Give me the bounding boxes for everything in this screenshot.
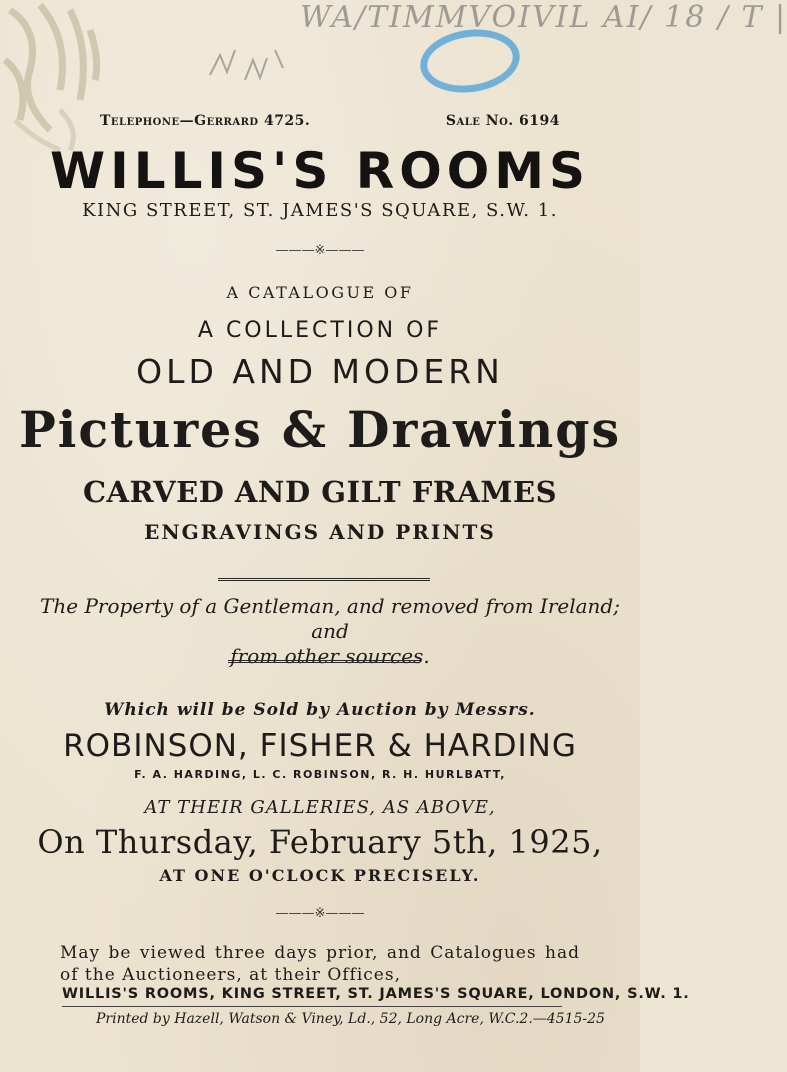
divider-rule xyxy=(228,660,420,663)
handwritten-annotation: WA/TIMMVOIVIL AI/ 18 / T | xyxy=(300,0,787,35)
office-address: WILLIS'S ROOMS, KING STREET, ST. JAMES'S SQUARE, LONDON, S.W. 1. xyxy=(62,986,690,1002)
auction-intro: Which will be Sold by Auction by Messrs. xyxy=(104,700,536,720)
sale-time: AT ONE O'CLOCK PRECISELY. xyxy=(159,866,481,885)
printer-credit: Printed by Hazell, Watson & Viney, Ld., 52, Long Acre, W.C.2.—4515-25 xyxy=(96,1011,605,1027)
ornament-divider: ———※——— xyxy=(275,906,365,921)
old-modern-heading: OLD AND MODERN xyxy=(136,352,504,391)
sale-number: Sale No. 6194 xyxy=(445,113,560,129)
galleries-line: AT THEIR GALLERIES, AS ABOVE, xyxy=(144,797,496,818)
telephone-number: Telephone—Gerrard 4725. xyxy=(100,113,311,129)
pictures-drawings-heading: Pictures & Drawings xyxy=(18,400,622,459)
ornament-divider: ———※——— xyxy=(275,243,365,258)
catalogue-heading: A CATALOGUE OF xyxy=(226,283,414,302)
frames-heading: CARVED AND GILT FRAMES xyxy=(82,475,558,509)
venue-title: WILLIS'S ROOMS xyxy=(49,142,591,200)
engravings-heading: ENGRAVINGS AND PRINTS xyxy=(144,520,496,544)
footer-rule xyxy=(62,1006,562,1007)
divider-rule xyxy=(218,578,430,581)
viewing-notice: May be viewed three days prior, and Catalogues had of the Auctioneers, at their Offices, xyxy=(60,943,580,985)
header-row xyxy=(100,113,560,135)
property-line-2: from other sources. xyxy=(230,644,430,668)
venue-address: KING STREET, ST. JAMES'S SQUARE, S.W. 1. xyxy=(82,200,558,221)
firm-partners: F. A. HARDING, L. C. ROBINSON, R. H. HURLBATT, xyxy=(134,768,506,781)
property-line-1: The Property of a Gentleman, and removed from Ireland; and xyxy=(40,594,620,643)
pencil-scribble xyxy=(205,30,295,90)
property-statement xyxy=(40,594,620,669)
collection-heading: A COLLECTION OF xyxy=(197,318,443,343)
auctioneer-firm: ROBINSON, FISHER & HARDING xyxy=(63,728,577,764)
sale-date: On Thursday, February 5th, 1925, xyxy=(37,823,603,861)
foxing-stain xyxy=(0,0,150,160)
